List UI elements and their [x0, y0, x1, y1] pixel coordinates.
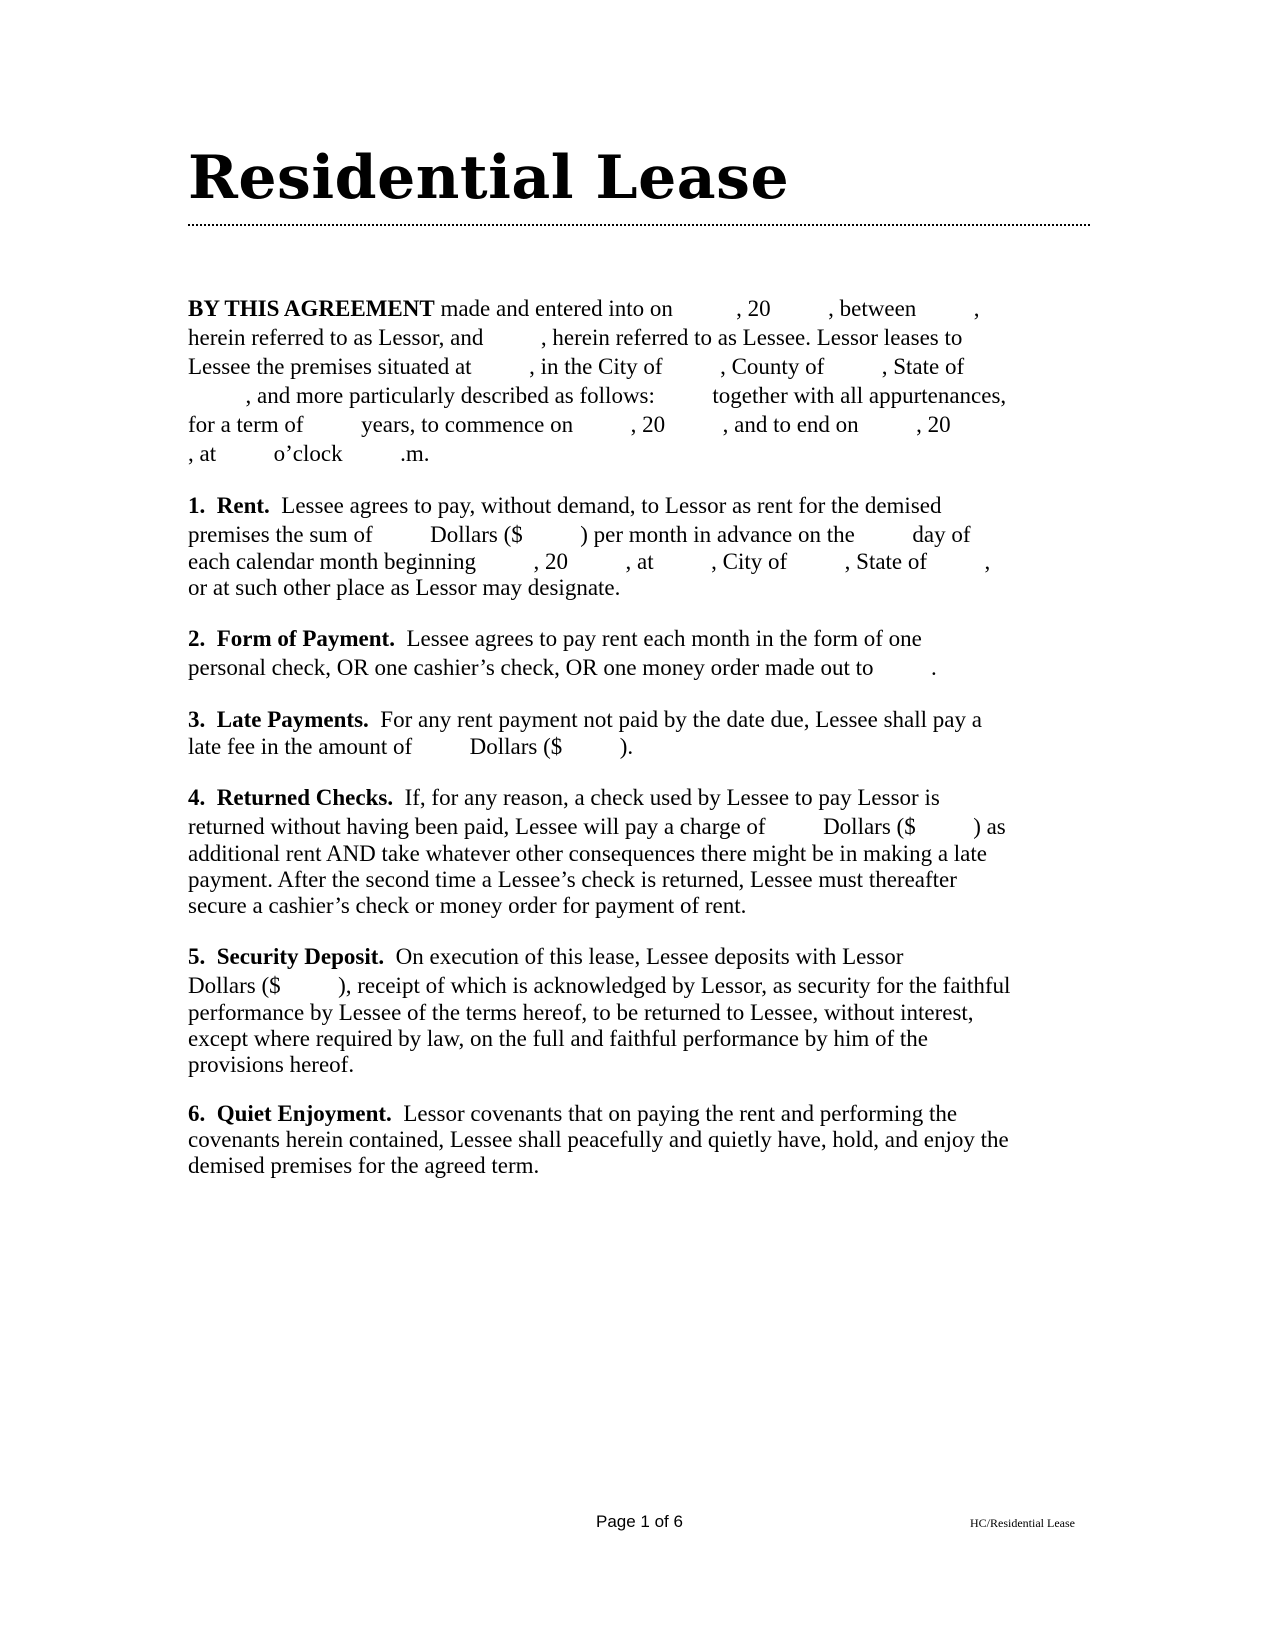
section-text: If, for any reason, a check used by Lessee to pay Lessor is [393, 785, 940, 810]
section-heading: 5. Security Deposit. [188, 944, 385, 969]
section-line [188, 1101, 1094, 1127]
document-body [188, 294, 1094, 1179]
section-line [188, 942, 1094, 971]
section-line: Dollars ($ ), receipt of which is acknowledged by Lessor, as security for the faithful [188, 973, 1011, 998]
section-quiet-enjoyment [188, 1101, 1094, 1179]
section-line [188, 491, 1094, 520]
section-form-of-payment [188, 624, 1094, 682]
paragraph-gap [188, 760, 1094, 783]
title-divider [188, 224, 1090, 226]
section-line: personal check, OR one cashier’s check, OR one money order made out to . [188, 655, 937, 680]
section-line: late fee in the amount of Dollars ($ ). [188, 734, 634, 759]
paragraph-gap [188, 682, 1094, 705]
paragraph-gap [188, 601, 1094, 624]
document-reference: HC/Residential Lease [970, 1516, 1075, 1530]
intro-line [188, 294, 1094, 323]
section-line: additional rent AND take whatever other consequences there might be in making a late [188, 841, 987, 866]
section-line [188, 783, 1094, 812]
section-heading: 4. Returned Checks. [188, 785, 394, 810]
section-line: each calendar month beginning , 20 , at , City of , State of , [188, 549, 991, 574]
section-heading: 1. Rent. [188, 493, 270, 518]
intro-line: , and more particularly described as follows: together with all appurtenances, [188, 383, 1007, 408]
paragraph-gap [188, 468, 1094, 491]
section-line: demised premises for the agreed term. [188, 1153, 540, 1178]
section-rent [188, 491, 1094, 601]
section-line [188, 705, 1094, 734]
section-line [188, 624, 1094, 653]
section-heading: 2. Form of Payment. [188, 626, 395, 651]
intro-line: , at o’clock .m. [188, 441, 430, 466]
section-line: or at such other place as Lessor may designate. [188, 575, 621, 600]
section-text: On execution of this lease, Lessee deposits with Lessor [384, 944, 904, 969]
section-returned-checks [188, 783, 1094, 919]
section-heading: 3. Late Payments. [188, 707, 369, 732]
section-line: premises the sum of Dollars ($ ) per month in advance on the day of [188, 522, 971, 547]
intro-paragraph [188, 294, 1094, 468]
section-line: returned without having been paid, Lessee will pay a charge of Dollars ($ ) as [188, 814, 1006, 839]
section-line: provisions hereof. [188, 1052, 355, 1077]
section-text: Lessee agrees to pay rent each month in the form of one [394, 626, 922, 651]
document-title: Residential Lease [188, 143, 790, 213]
section-text: Lessee agrees to pay, without demand, to Lessor as rent for the demised [269, 493, 942, 518]
intro-text: made and entered into on , 20 , between , [434, 296, 980, 321]
page-number: Page 1 of 6 [596, 1512, 683, 1531]
section-text: For any rent payment not paid by the date due, Lessee shall pay a [368, 707, 982, 732]
section-text: Lessor covenants that on paying the rent and performing the [391, 1101, 958, 1126]
section-heading: 6. Quiet Enjoyment. [188, 1101, 392, 1126]
paragraph-gap [188, 1078, 1094, 1101]
intro-line: for a term of years, to commence on , 20 , and to end on , 20 [188, 412, 951, 437]
section-security-deposit [188, 942, 1094, 1078]
section-line: except where required by law, on the full and faithful performance by him of the [188, 1026, 928, 1051]
section-line: performance by Lessee of the terms hereof, to be returned to Lessee, without interest, [188, 1000, 974, 1025]
intro-line: Lessee the premises situated at , in the City of , County of , State of [188, 354, 965, 379]
section-line: covenants herein contained, Lessee shall peacefully and quietly have, hold, and enjoy the [188, 1127, 1009, 1152]
intro-line: herein referred to as Lessor, and , herein referred to as Lessee. Lessor leases to [188, 325, 963, 350]
intro-lead: BY THIS AGREEMENT [188, 296, 435, 321]
section-line: secure a cashier’s check or money order for payment of rent. [188, 893, 747, 918]
section-line: payment. After the second time a Lessee’s check is returned, Lessee must thereafter [188, 867, 957, 892]
paragraph-gap [188, 919, 1094, 942]
section-late-payments [188, 705, 1094, 760]
